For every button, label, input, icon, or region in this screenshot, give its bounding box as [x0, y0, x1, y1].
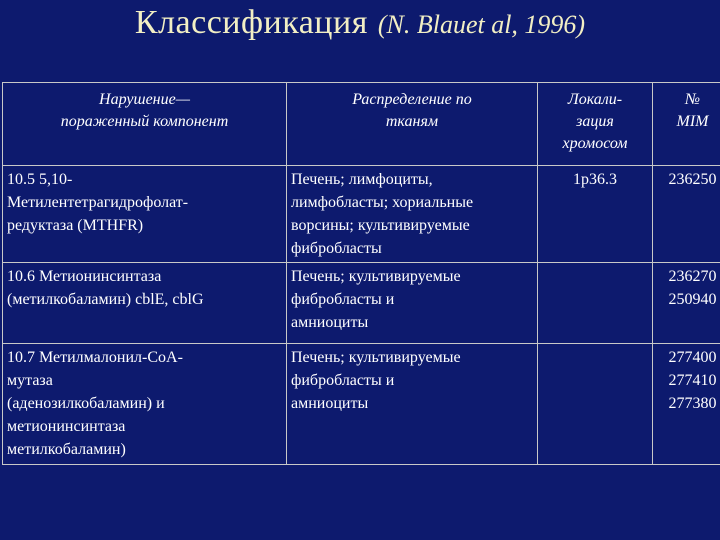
cell-locus: 1р36.3 — [538, 166, 653, 263]
cell-disorder: 10.5 5,10- Метилентетрагидрофолат- редуктаза (MTHFR) — [3, 166, 287, 263]
page-title — [0, 4, 720, 42]
cell-disorder: 10.6 Метионинсинтаза (метилкобаламин) cblE, cblG — [3, 263, 287, 344]
cell-mim: 236270 250940 — [653, 263, 720, 344]
header-disorder: Нарушение— пораженный компонент — [3, 83, 287, 166]
cell-disorder: 10.7 Метилмалонил-СоА- мутаза (аденозилкобаламин) и метионинсинтаза метилкобаламин) — [3, 344, 287, 465]
title-main: Классификация — [134, 4, 368, 41]
header-mim: № MIM — [653, 83, 720, 166]
title-citation: (N. Blauet al, 1996) — [377, 10, 586, 39]
table-header-row — [3, 83, 720, 166]
cell-locus — [538, 344, 653, 465]
header-tissues: Распределение по тканям — [287, 83, 538, 166]
table-row — [3, 344, 720, 465]
table-row — [3, 263, 720, 344]
cell-tissues: Печень; культивируемые фибробласты и амниоциты — [287, 263, 538, 344]
cell-mim: 236250 — [653, 166, 720, 263]
cell-mim: 277400 277410 277380 — [653, 344, 720, 465]
table-row — [3, 166, 720, 263]
cell-locus — [538, 263, 653, 344]
cell-tissues: Печень; культивируемые фибробласты и амниоциты — [287, 344, 538, 465]
classification-table — [2, 82, 720, 465]
header-locus: Локали- зация хромосом — [538, 83, 653, 166]
cell-tissues: Печень; лимфоциты, лимфобласты; хориальные ворсины; культивируемые фибробласты — [287, 166, 538, 263]
